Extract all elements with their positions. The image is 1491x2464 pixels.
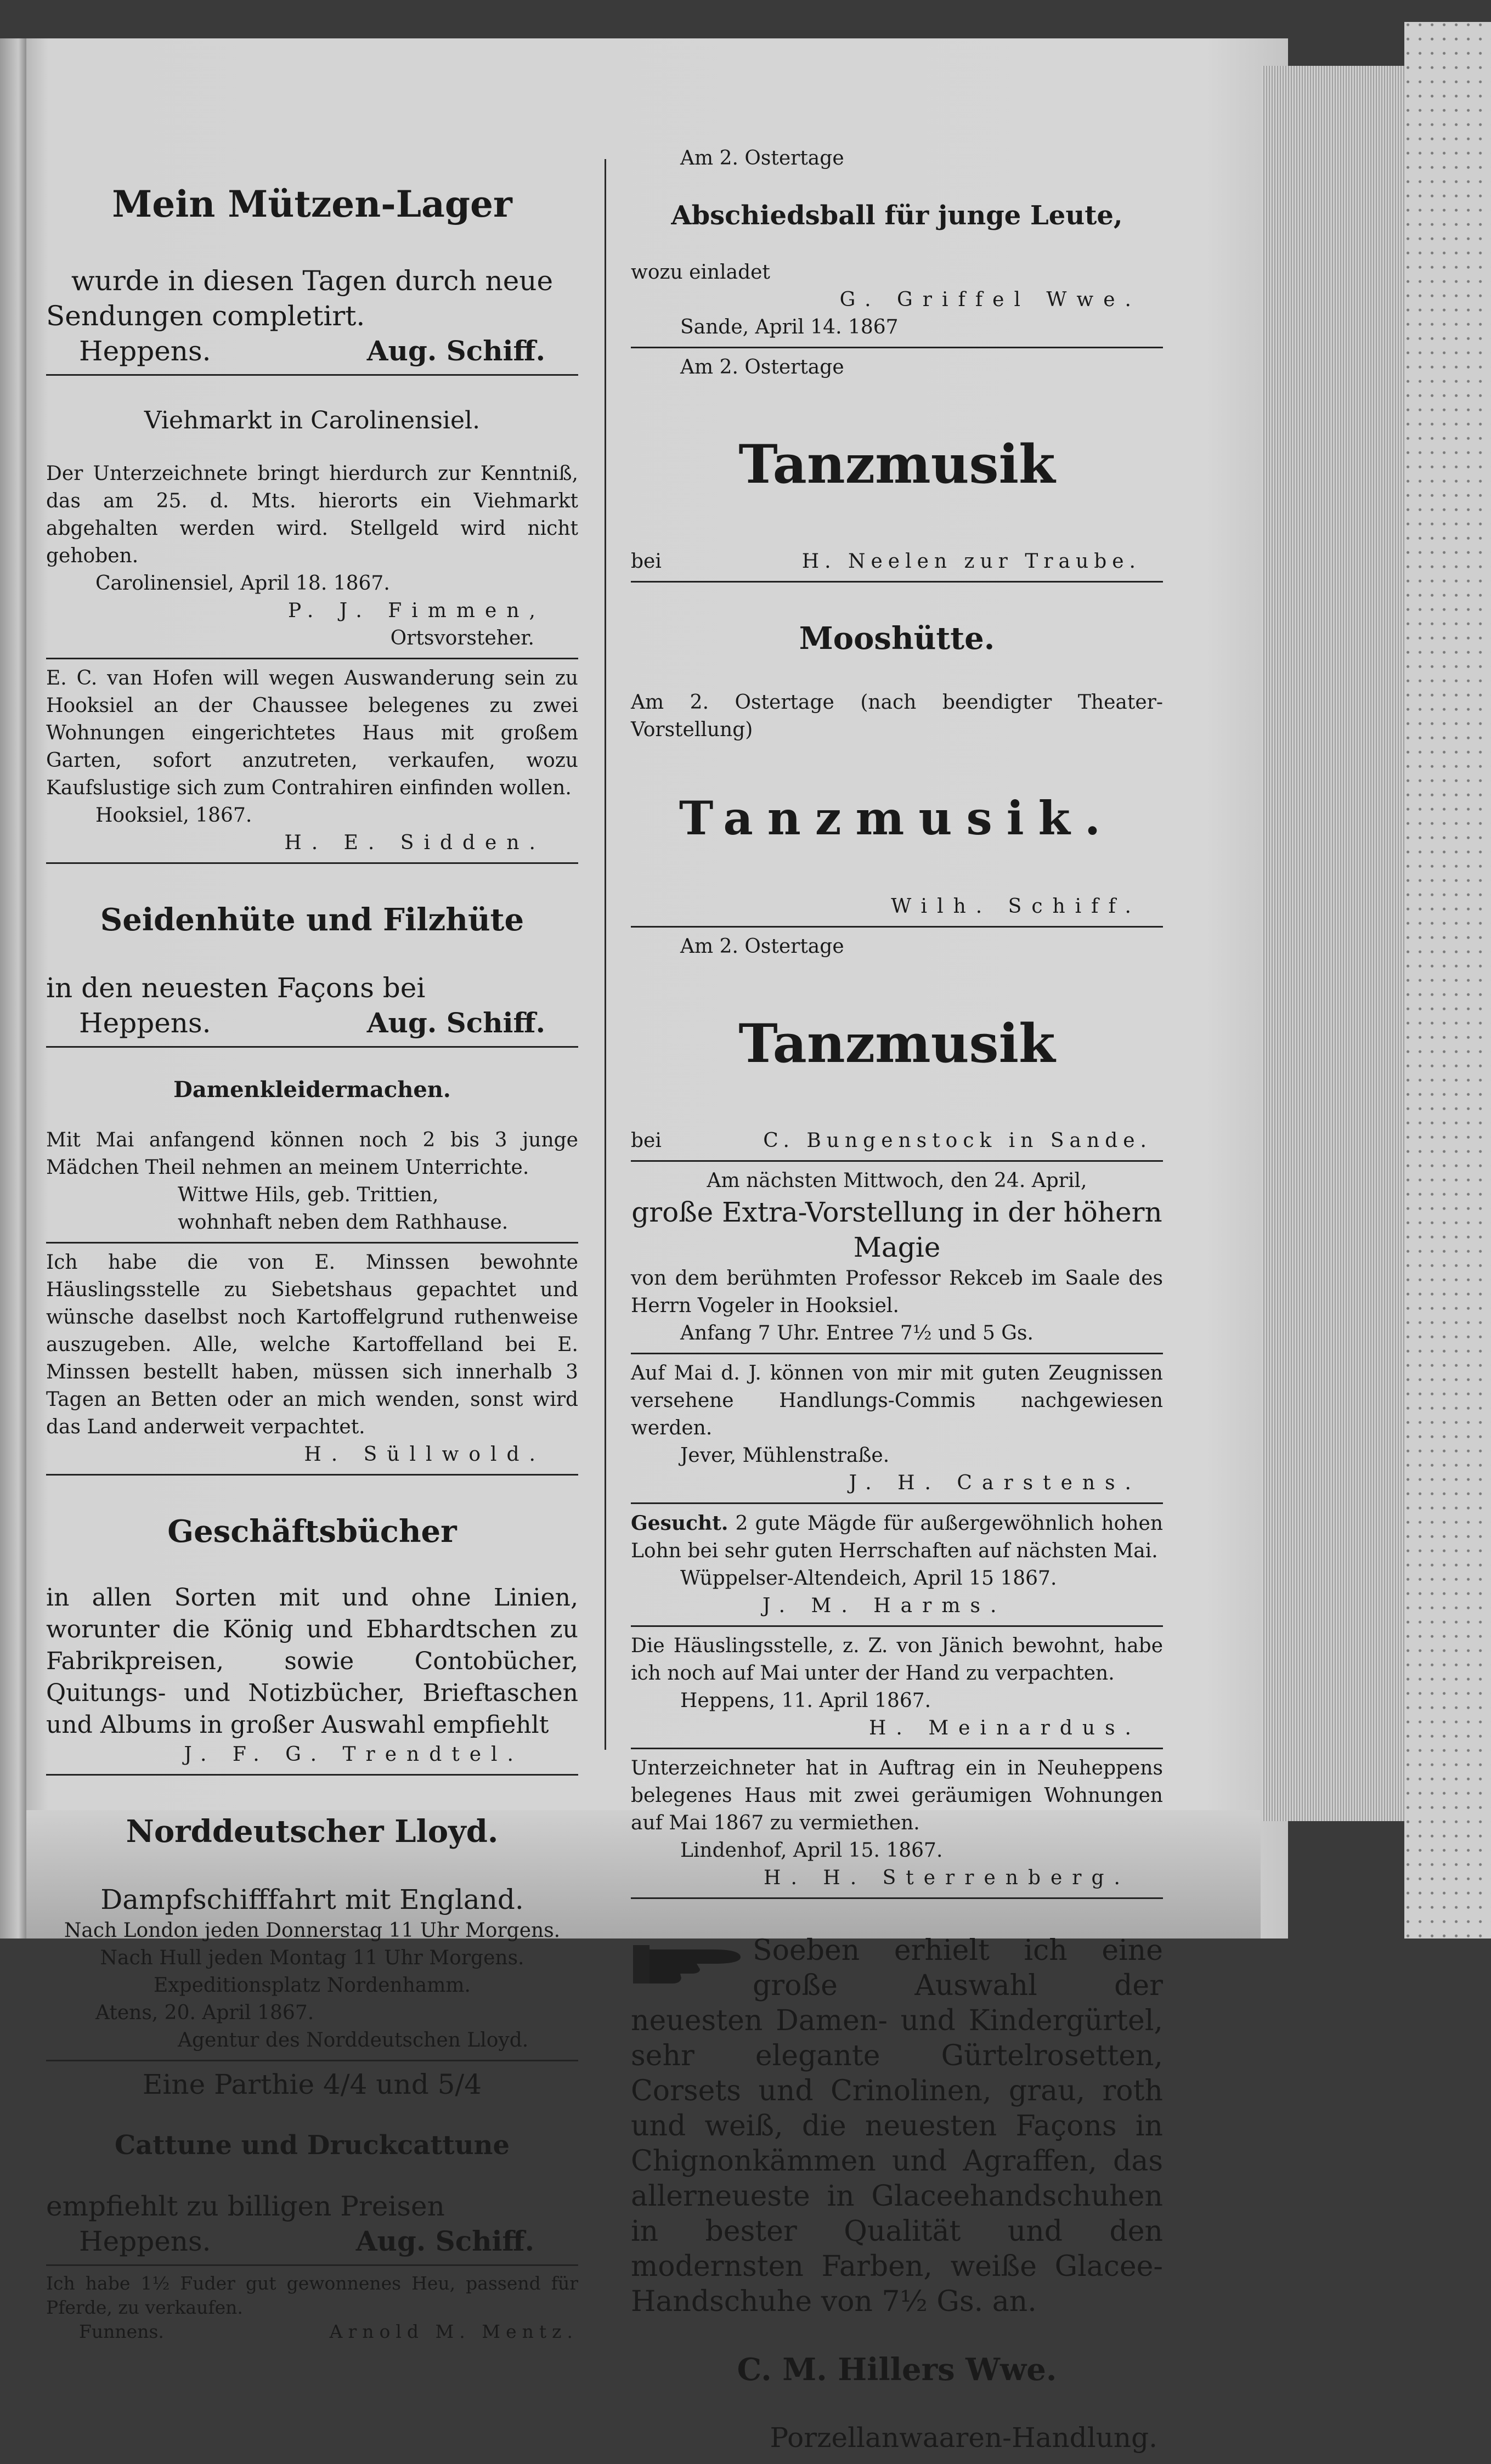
ad-muetzen-lager xyxy=(46,143,578,376)
ad-title-2: Tanzmusik. xyxy=(679,791,1115,845)
ad-signer: G. Griffel Wwe. xyxy=(839,289,1141,311)
ad-text: E. C. van Hofen will wegen Auswanderung sein zu Hooksiel an der Chaussee belegenes zu zwei Wohnungen eingerichtetes Haus mit großem Garten, sofort anzutreten, verkaufen, wozu Kaufslustige sich zum Contrahiren einfinden wollen. xyxy=(46,667,578,799)
pointing-hand-icon xyxy=(631,1933,746,1993)
ad-lead: Gesucht. xyxy=(631,1512,728,1535)
ad-text: Die Häuslingsstelle, z. Z. von Jänich bewohnt, habe ich noch auf Mai unter der Hand zu verpachten. xyxy=(631,1635,1163,1685)
ad-address: wohnhaft neben dem Rathhause. xyxy=(178,1211,509,1234)
ad-place: Heppens. xyxy=(79,2225,211,2257)
ad-text: Ich habe die von E. Minssen bewohnte Häuslingsstelle zu Siebetshaus gepachtet und wünsche daselbst noch Kartoffelgrund ruthenweise auszugeben. Alle, welche Kartoffelland bei E. Minssen bestellt haben, müssen sich innerhalb 3 Tagen an Betten oder an mich wenden, sonst wird das Land anderweit verpachtet. xyxy=(46,1251,578,1438)
ad-gesucht xyxy=(631,1507,1163,1627)
ad-signer: Wilh. Schiff. xyxy=(891,895,1141,918)
ad-times: Anfang 7 Uhr. Entree 7½ und 5 Gs. xyxy=(680,1322,1033,1344)
ad-footer xyxy=(631,1127,1163,1155)
ad-text: Der Unterzeichnete bringt hierdurch zur Kenntniß, das am 25. d. Mts. hierorts ein Viehmarkt abgehalten werden wird. Stellgeld wird nicht gehoben. xyxy=(46,462,578,567)
ad-text: Mit Mai anfangend können noch 2 bis 3 junge Mädchen Theil nehmen an meinem Unterrichte. xyxy=(46,1129,578,1179)
ad-signer: H. Neelen zur Traube. xyxy=(801,550,1141,573)
ad-title: Seidenhüte und Filzhüte xyxy=(100,902,524,938)
ad-bei: bei xyxy=(631,550,662,573)
ad-title: Geschäftsbücher xyxy=(167,1513,457,1550)
ad-title: Tanzmusik xyxy=(738,1013,1055,1075)
ad-mooshuette xyxy=(631,586,1163,928)
ad-place-date: Hooksiel, 1867. xyxy=(95,804,252,827)
ad-signer: Aug. Schiff. xyxy=(366,1007,545,1039)
ad-line: empfiehlt zu billigen Preisen xyxy=(46,2190,445,2222)
ad-footer xyxy=(46,334,578,369)
ad-handlungs-commis xyxy=(631,1358,1163,1504)
ad-title: Norddeutscher Lloyd. xyxy=(126,1813,499,1850)
ad-signer: J. H. Carstens. xyxy=(849,1472,1141,1494)
ad-footer xyxy=(46,2320,578,2344)
ad-place: Heppens. xyxy=(79,335,211,367)
ad-line: wurde in diesen Tagen durch neue xyxy=(71,265,554,297)
ad-place: Heppens. xyxy=(79,1007,211,1039)
ad-title: Mooshütte. xyxy=(799,620,995,657)
ad-damenkleidermachen xyxy=(46,1051,578,1244)
ad-signer: H. Süllwold. xyxy=(304,1443,545,1466)
ad-pre: Am 2. Ostertage xyxy=(680,356,844,378)
ad-text: von dem berühmten Professor Rekceb im Saale des Herrn Vogeler in Hooksiel. xyxy=(631,1267,1163,1317)
left-column xyxy=(46,143,578,2353)
ad-viehmarkt xyxy=(46,379,578,659)
ad-signer: H. H. Sterrenberg. xyxy=(764,1867,1130,1889)
ad-kartoffelland xyxy=(46,1247,578,1476)
ad-footer xyxy=(46,1005,578,1041)
ad-place-date: Lindenhof, April 15. 1867. xyxy=(680,1839,943,1862)
ad-signer: Agentur des Norddeutschen Lloyd. xyxy=(178,2029,529,2052)
ad-bei: bei xyxy=(631,1129,662,1152)
ad-text: Unterzeichneter hat in Auftrag ein in Neuheppens belegenes Haus mit zwei geräumigen Wohnungen auf Mai 1867 zu vermiethen. xyxy=(631,1757,1163,1834)
ad-signer: Arnold M. Mentz. xyxy=(329,2321,578,2342)
ad-pre: Am nächsten Mittwoch, den 24. April, xyxy=(707,1169,1087,1192)
ad-heu xyxy=(46,2269,578,2349)
ad-role: Ortsvorsteher. xyxy=(390,627,534,649)
ad-signer: Aug. Schiff. xyxy=(355,2225,534,2257)
ad-line: Sendungen completirt. xyxy=(46,300,365,332)
ad-text-wrap xyxy=(631,1933,1163,2319)
ad-place-date: Sande, April 14. 1867 xyxy=(680,316,899,338)
ad-text-wrap xyxy=(631,1510,1163,1565)
ad-text: Auf Mai d. J. können von mir mit guten Zeugnissen versehene Handlungs-Commis nachgewiesen werden. xyxy=(631,1362,1163,1439)
ad-place-date: Atens, 20. April 1867. xyxy=(95,2002,314,2024)
ad-norddeutscher-lloyd xyxy=(46,1779,578,2061)
ad-neuheppens xyxy=(631,1753,1163,1899)
ad-line: Nach London jeden Donnerstag 11 Uhr Morgens. xyxy=(64,1919,561,1942)
ad-signer: C. M. Hillers Wwe. xyxy=(737,2352,1057,2388)
ad-line: Expeditionsplatz Nordenhamm. xyxy=(154,1974,471,1997)
ad-title: große Extra-Vorstellung in der höhern Magie xyxy=(631,1196,1162,1263)
ad-title: Viehmarkt in Carolinensiel. xyxy=(144,406,481,434)
ad-place: Jever, Mühlenstraße. xyxy=(680,1444,890,1467)
ad-title: Abschiedsball für junge Leute, xyxy=(671,200,1123,231)
ad-title: Mein Mützen-Lager xyxy=(112,183,512,225)
ad-signer: Wittwe Hils, geb. Trittien, xyxy=(178,1184,439,1206)
ad-signer: J. F. G. Trendtel. xyxy=(184,1743,523,1766)
ad-haeuslingsstelle xyxy=(631,1630,1163,1749)
column-divider xyxy=(605,159,606,1750)
ad-signer: H. Meinardus. xyxy=(869,1717,1141,1739)
ad-text: Ich habe 1½ Fuder gut gewonnenes Heu, passend für Pferde, zu verkaufen. xyxy=(46,2273,578,2318)
ad-signer: H. E. Sidden. xyxy=(284,832,545,854)
ad-seidenhuete xyxy=(46,867,578,1048)
ad-place-date: Wüppelser-Altendeich, April 15 1867. xyxy=(680,1567,1057,1590)
ad-title: Eine Parthie 4/4 und 5/4 xyxy=(142,2069,482,2100)
ad-pre: Am 2. Ostertage xyxy=(680,935,844,958)
ad-footer xyxy=(631,548,1163,575)
page-edges xyxy=(1262,66,1404,1821)
ad-text: Am 2. Ostertage (nach beendigter Theater-Vorstellung) xyxy=(631,691,1163,741)
ad-text: 2 gute Mägde für außergewöhnlich hohen Lohn bei sehr guten Herrschaften auf nächsten Mai. xyxy=(631,1512,1164,1562)
ad-place: Funnens. xyxy=(79,2321,164,2342)
ad-abschiedsball xyxy=(631,143,1163,348)
ad-signer: J. M. Harms. xyxy=(763,1595,1007,1617)
ad-line: wozu einladet xyxy=(631,261,770,284)
ad-tanzmusik-neelen xyxy=(631,352,1163,583)
ad-place-date: Carolinensiel, April 18. 1867. xyxy=(95,572,390,595)
ad-hillers xyxy=(631,1902,1163,2461)
ad-signer: C. Bungenstock in Sande. xyxy=(763,1129,1152,1152)
ad-magie xyxy=(631,1165,1163,1354)
ad-text: Soeben erhielt ich eine große Auswahl der neuesten Damen- und Kindergürtel, sehr elegante Gürtelrosetten, Corsets und Crinolinen, grau, roth und weiß, die neuesten Façons in Chignonkämmen und Agraffen, das allerneueste in Glaceehandschuhen in bester Qualität und den modernsten Farben, weiße Glacee-Handschuhe von 7½ Gs. an. xyxy=(631,1934,1163,2318)
ad-title: Cattune und Druckcattune xyxy=(114,2130,510,2161)
ad-signer: P. J. Fimmen, xyxy=(287,600,545,622)
ad-signer: Aug. Schiff. xyxy=(366,335,545,367)
right-column xyxy=(631,143,1163,2464)
ad-subtitle: Porzellanwaaren-Handlung. xyxy=(770,2422,1157,2454)
ad-footer xyxy=(46,2224,578,2259)
ad-line: Nach Hull jeden Montag 11 Uhr Morgens. xyxy=(100,1947,524,1969)
ad-line: in den neuesten Façons bei xyxy=(46,972,426,1004)
ad-place-date: Heppens, 11. April 1867. xyxy=(680,1689,931,1712)
ad-van-hofen xyxy=(46,663,578,864)
ad-pre: Am 2. Ostertage xyxy=(680,147,844,169)
ad-title: Tanzmusik xyxy=(738,433,1055,495)
ad-title: Damenkleidermachen. xyxy=(173,1077,451,1103)
ad-cattune xyxy=(46,2065,578,2266)
ad-tanzmusik-bungenstock xyxy=(631,931,1163,1162)
ad-geschaeftsbuecher xyxy=(46,1479,578,1776)
left-page-edge xyxy=(0,38,26,1939)
book-cover xyxy=(1404,22,1491,1939)
ad-text: in allen Sorten mit und ohne Linien, worunter die König und Ebhardtschen zu Fabrikpreisen, sowie Contobücher, Quitungs- und Notizbücher, Brieftaschen und Albums in großer Auswahl empfiehlt xyxy=(46,1584,578,1739)
ad-subtitle: Dampfschifffahrt mit England. xyxy=(100,1884,524,1915)
